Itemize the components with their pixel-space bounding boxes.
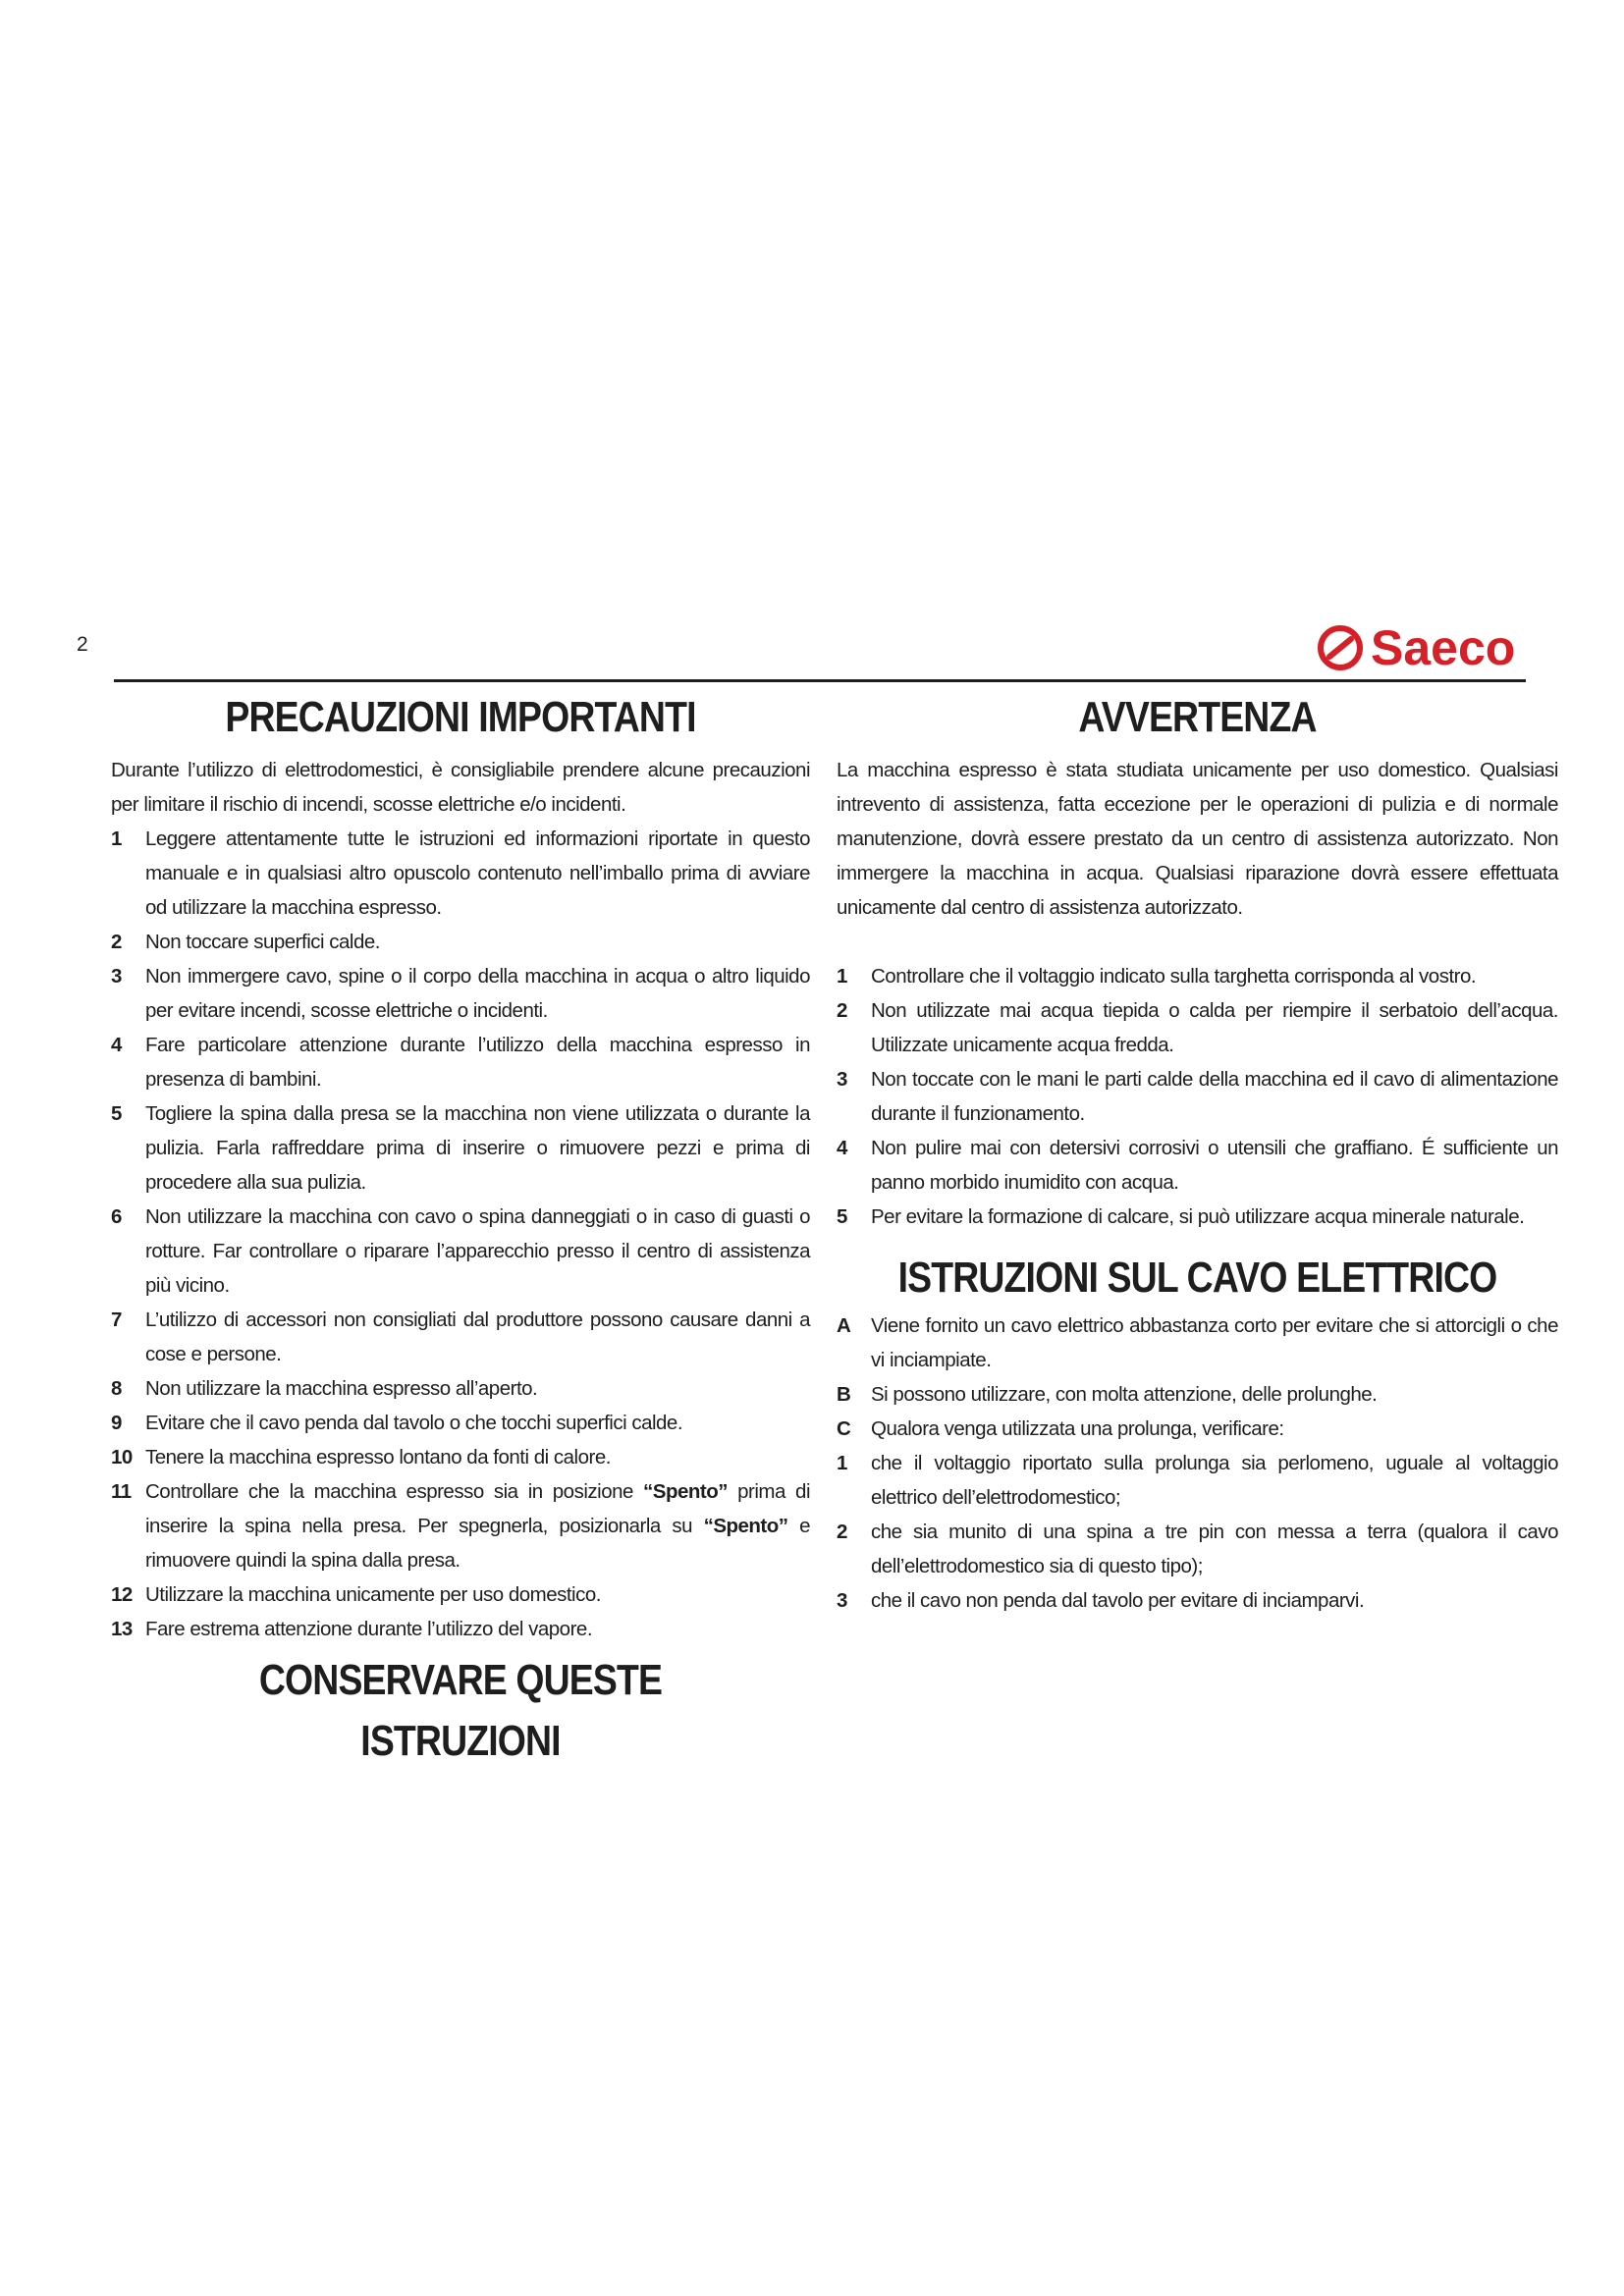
warning-title: AVVERTENZA xyxy=(1078,693,1317,741)
list-item: 13 Fare estrema attenzione durante l’utilizzo del vapore. xyxy=(111,1618,593,1640)
list-item: 6 Non utilizzare la macchina con cavo o spina danneggiati o in caso di guasti o rotture. Far controllare o riparare l’apparecchio presso il centro di assistenza più vicino. xyxy=(111,1205,810,1297)
list-item: 12 Utilizzare la macchina unicamente per uso domestico. xyxy=(111,1583,601,1606)
list-item: 7 L’utilizzo di accessori non consigliati dal produttore possono causare danni a cose e persone. xyxy=(111,1308,810,1365)
saeco-logo xyxy=(1316,620,1527,674)
precautions-list xyxy=(111,822,810,1646)
list-item: 1 Controllare che il voltaggio indicato sulla targhetta corrisponda al vostro. xyxy=(837,965,1477,988)
list-item: 1 che il voltaggio riportato sulla prolunga sia perlomeno, uguale al voltaggio elettrico dell’elettrodomestico; xyxy=(837,1452,1558,1509)
list-item: 5 Per evitare la formazione di calcare, si può utilizzare acqua minerale naturale. xyxy=(837,1205,1525,1228)
list-item: 3 Non toccate con le mani le parti calde della macchina ed il cavo di alimentazione durante il funzionamento. xyxy=(837,1068,1558,1125)
saeco-logo-icon xyxy=(1316,623,1365,672)
list-item: 4 Fare particolare attenzione durante l’utilizzo della macchina espresso in presenza di bambini. xyxy=(111,1034,810,1091)
list-item: 3 che il cavo non penda dal tavolo per evitare di inciamparvi. xyxy=(837,1589,1365,1612)
precautions-title: PRECAUZIONI IMPORTANTI xyxy=(225,693,696,741)
list-item: 5 Togliere la spina dalla presa se la macchina non viene utilizzata o durante la pulizia. Farla raffreddare prima di inserire o rimuovere pezzi e prima di procedere alla sua pulizia. xyxy=(111,1102,810,1194)
list-item: 11 Controllare che la macchina espresso sia in posizione “Spento” prima di inserire la spina nella presa. Per spegnerla, posizionarla su “Spento” e rimuovere quindi la spina dalla presa. xyxy=(111,1480,810,1572)
list-item: 9 Evitare che il cavo penda dal tavolo o che tocchi superfici calde. xyxy=(111,1412,683,1434)
warning-list xyxy=(837,959,1558,1234)
precautions-intro: Durante l’utilizzo di elettrodomestici, è consigliabile prendere alcune precauzioni per limitare il rischio di incendi, scosse elettriche e/o incidenti. xyxy=(111,759,810,816)
list-item: 10 Tenere la macchina espresso lontano da fonti di calore. xyxy=(111,1446,611,1468)
list-item: A Viene fornito un cavo elettrico abbastanza corto per evitare che si attorcigli o che vi inciampiate. xyxy=(837,1314,1558,1371)
saeco-logo-text: Saeco xyxy=(1371,619,1516,675)
precautions-column xyxy=(111,687,810,1772)
list-item: 1 Leggere attentamente tutte le istruzioni ed informazioni riportate in questo manuale e in qualsiasi altro opuscolo contenuto nell’imballo prima di avviare od utilizzare la macchina espresso. xyxy=(111,828,810,919)
cable-sublist xyxy=(837,1446,1558,1618)
list-item: 8 Non utilizzare la macchina espresso all’aperto. xyxy=(111,1377,538,1400)
header-rule xyxy=(114,679,1526,682)
cable-list xyxy=(837,1308,1558,1446)
list-item: B Si possono utilizzare, con molta attenzione, delle prolunghe. xyxy=(837,1383,1378,1406)
warning-column xyxy=(837,687,1558,1618)
list-item: 3 Non immergere cavo, spine o il corpo della macchina in acqua o altro liquido per evitare incendi, scosse elettriche o incidenti. xyxy=(111,965,810,1022)
list-item: 4 Non pulire mai con detersivi corrosivi o utensili che graffiano. É sufficiente un panno morbido inumidito con acqua. xyxy=(837,1137,1558,1194)
keep-instructions-title: CONSERVARE QUESTE ISTRUZIONI xyxy=(258,1656,663,1765)
cable-instructions-title: ISTRUZIONI SUL CAVO ELETTRICO xyxy=(897,1254,1497,1302)
list-item: 2 Non utilizzate mai acqua tiepida o calda per riempire il serbatoio dell’acqua. Utilizzate unicamente acqua fredda. xyxy=(837,999,1558,1056)
page-number: 2 xyxy=(77,633,88,656)
list-item: 2 Non toccare superfici calde. xyxy=(111,931,380,953)
warning-intro: La macchina espresso è stata studiata unicamente per uso domestico. Qualsiasi intrevento di assistenza, fatta eccezione per le operazioni di pulizia e di normale manutenzione, dovrà essere prestato da un centro di assistenza autorizzato. Non immergere la macchina in acqua. Qualsiasi riparazione dovrà essere effettuata unicamente dal centro di assistenza autorizzato. xyxy=(837,759,1558,919)
list-item: 2 che sia munito di una spina a tre pin con messa a terra (qualora il cavo dell’elettrodomestico sia di questo tipo); xyxy=(837,1521,1558,1577)
list-item: C Qualora venga utilizzata una prolunga, verificare: xyxy=(837,1417,1284,1440)
